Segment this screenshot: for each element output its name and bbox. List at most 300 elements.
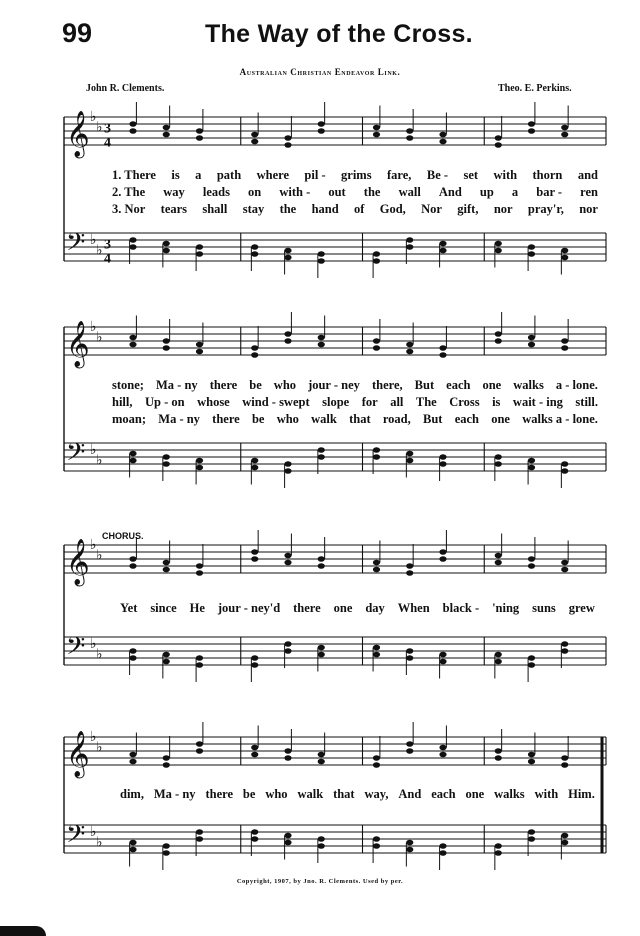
- lyric-syllable: road,: [382, 412, 411, 426]
- note-head: [406, 655, 413, 661]
- note-head: [561, 840, 568, 846]
- note-head: [129, 342, 136, 348]
- lyric-syllable: one: [333, 601, 353, 615]
- note-head: [196, 563, 203, 569]
- lyric-syllable: 2. The: [112, 185, 146, 199]
- note-head: [561, 468, 568, 474]
- note-head: [163, 567, 170, 573]
- lyric-syllable: that: [333, 787, 355, 801]
- note-head: [439, 241, 446, 247]
- time-signature-bottom: 4: [104, 135, 111, 151]
- lyric-syllable: pil -: [304, 168, 326, 182]
- note-head: [163, 241, 170, 247]
- note-head: [561, 641, 568, 647]
- lyric-syllable: black -: [442, 601, 480, 615]
- lyric-syllable: be: [242, 787, 256, 801]
- note-head: [561, 567, 568, 573]
- note-head: [251, 745, 258, 751]
- note-head: [284, 142, 291, 148]
- flat-icon: ♭: [90, 232, 97, 248]
- note-head: [439, 556, 446, 562]
- note-head: [251, 352, 258, 358]
- note-head: [528, 465, 535, 471]
- lyric-syllable: be: [251, 412, 265, 426]
- note-head: [284, 255, 291, 261]
- flat-icon: ♭: [90, 442, 97, 458]
- note-head: [373, 836, 380, 842]
- lyric-syllable: pray'r,: [527, 202, 564, 216]
- note-head: [406, 135, 413, 141]
- lyric-syllable: But: [423, 412, 443, 426]
- note-head: [196, 655, 203, 661]
- bass-clef-icon: 𝄢: [66, 438, 86, 473]
- note-head: [318, 556, 325, 562]
- flat-icon: ♭: [96, 452, 103, 469]
- lyric-syllable: there,: [371, 378, 403, 392]
- note-head: [129, 840, 136, 846]
- lyric-syllable: dim,: [120, 787, 144, 801]
- note-head: [561, 125, 568, 131]
- note-head: [284, 135, 291, 141]
- lyric-syllable: 'ning: [492, 601, 520, 615]
- lyric-syllable: wall: [398, 185, 421, 199]
- lyric-syllable: He: [189, 601, 205, 615]
- note-head: [196, 244, 203, 250]
- note-head: [196, 135, 203, 141]
- note-head: [406, 244, 413, 250]
- bass-clef-icon: 𝄢: [66, 820, 86, 855]
- lyric-syllable: leads: [202, 185, 230, 199]
- lyric-syllable: moan;: [112, 412, 147, 426]
- lyric-syllable: set: [463, 168, 479, 182]
- note-head: [406, 741, 413, 747]
- lyric-syllable: Ma - ny: [153, 787, 196, 801]
- lyric-syllable: fare,: [387, 168, 412, 182]
- flat-icon: ♭: [90, 636, 97, 652]
- note-head: [373, 755, 380, 761]
- note-head: [406, 349, 413, 355]
- note-head: [495, 461, 502, 467]
- note-head: [251, 655, 258, 661]
- time-signature-bottom: 4: [104, 251, 111, 267]
- note-head: [251, 829, 258, 835]
- note-head: [163, 338, 170, 344]
- note-head: [318, 563, 325, 569]
- note-head: [251, 465, 258, 471]
- note-head: [284, 560, 291, 566]
- lyric-syllable: there: [293, 601, 321, 615]
- lyric-syllable: wind - swept: [242, 395, 310, 409]
- note-head: [495, 331, 502, 337]
- lyric-syllable: who: [265, 787, 288, 801]
- note-head: [251, 458, 258, 464]
- composer-credit: Theo. E. Perkins.: [498, 83, 572, 94]
- lyric-syllable: stone;: [112, 378, 144, 392]
- note-head: [439, 345, 446, 351]
- note-head: [129, 752, 136, 758]
- note-head: [439, 352, 446, 358]
- note-head: [318, 121, 325, 127]
- note-head: [528, 244, 535, 250]
- treble-clef-icon: 𝄞: [66, 539, 90, 585]
- note-head: [251, 662, 258, 668]
- note-head: [129, 128, 136, 134]
- lyric-syllable: slope: [322, 395, 350, 409]
- note-head: [129, 556, 136, 562]
- lyric-syllable: tears: [160, 202, 188, 216]
- lyric-syllable: on: [248, 185, 262, 199]
- note-head: [373, 345, 380, 351]
- lyric-syllable: gift,: [457, 202, 479, 216]
- lyric-syllable: shall: [202, 202, 228, 216]
- note-head: [284, 755, 291, 761]
- note-head: [528, 662, 535, 668]
- note-head: [163, 125, 170, 131]
- lyric-syllable: with -: [279, 185, 311, 199]
- lyric-syllable: Ma - ny: [155, 378, 198, 392]
- note-head: [373, 251, 380, 257]
- note-head: [495, 241, 502, 247]
- flat-icon: ♭: [90, 824, 97, 840]
- note-head: [251, 345, 258, 351]
- lyric-syllable: way: [163, 185, 185, 199]
- lyric-syllable: God,: [379, 202, 406, 216]
- note-head: [528, 342, 535, 348]
- note-head: [318, 843, 325, 849]
- lyric-syllable: one: [465, 787, 485, 801]
- note-head: [163, 652, 170, 658]
- lyric-syllable: of: [354, 202, 365, 216]
- lyric-syllable: hand: [311, 202, 339, 216]
- lyric-syllable: each: [446, 378, 471, 392]
- note-head: [561, 248, 568, 254]
- note-head: [284, 331, 291, 337]
- note-head: [439, 752, 446, 758]
- note-head: [163, 762, 170, 768]
- note-head: [439, 132, 446, 138]
- note-head: [406, 451, 413, 457]
- note-head: [196, 342, 203, 348]
- lyric-syllable: and: [577, 168, 598, 182]
- note-head: [163, 850, 170, 856]
- note-head: [528, 829, 535, 835]
- lyric-syllable: the: [279, 202, 297, 216]
- lyric-syllable: whose: [197, 395, 230, 409]
- note-head: [495, 142, 502, 148]
- note-head: [129, 563, 136, 569]
- lyric-syllable: jour - ney'd: [217, 601, 281, 615]
- lyric-syllable: walks a - lone.: [522, 412, 598, 426]
- note-head: [129, 847, 136, 853]
- lyric-line: [112, 395, 598, 410]
- note-head: [163, 132, 170, 138]
- note-head: [528, 458, 535, 464]
- note-head: [251, 556, 258, 562]
- lyric-syllable: each: [454, 412, 479, 426]
- bass-clef-icon: 𝄢: [66, 228, 86, 263]
- lyric-line: [112, 202, 598, 217]
- note-head: [561, 255, 568, 261]
- flat-icon: ♭: [96, 739, 103, 756]
- note-head: [561, 560, 568, 566]
- note-head: [196, 748, 203, 754]
- flat-icon: ♭: [90, 729, 97, 745]
- note-head: [318, 752, 325, 758]
- note-head: [495, 553, 502, 559]
- lyric-syllable: a: [511, 185, 519, 199]
- note-head: [373, 843, 380, 849]
- note-head: [495, 659, 502, 665]
- note-head: [284, 338, 291, 344]
- lyric-syllable: walks: [494, 787, 525, 801]
- treble-clef-icon: 𝄞: [66, 731, 90, 777]
- lyric-syllable: grims: [341, 168, 372, 182]
- note-head: [495, 652, 502, 658]
- note-head: [528, 335, 535, 341]
- note-head: [163, 454, 170, 460]
- lyric-syllable: Him.: [568, 787, 595, 801]
- note-head: [251, 752, 258, 758]
- note-head: [495, 454, 502, 460]
- note-head: [373, 258, 380, 264]
- lyric-syllable: 1. There: [112, 168, 156, 182]
- note-head: [129, 244, 136, 250]
- note-head: [318, 652, 325, 658]
- lyric-line: [120, 601, 595, 616]
- note-head: [318, 836, 325, 842]
- note-head: [373, 762, 380, 768]
- note-head: [439, 745, 446, 751]
- note-head: [196, 662, 203, 668]
- lyric-syllable: with: [493, 168, 518, 182]
- note-head: [196, 349, 203, 355]
- note-head: [163, 461, 170, 467]
- note-head: [439, 659, 446, 665]
- lyric-syllable: is: [492, 395, 501, 409]
- note-head: [129, 458, 136, 464]
- note-head: [318, 335, 325, 341]
- lyric-syllable: nor: [579, 202, 598, 216]
- lyric-syllable: up: [479, 185, 494, 199]
- flat-icon: ♭: [96, 646, 103, 663]
- note-head: [284, 468, 291, 474]
- lyric-syllable: path: [216, 168, 242, 182]
- note-head: [439, 549, 446, 555]
- note-head: [495, 560, 502, 566]
- note-head: [196, 251, 203, 257]
- note-head: [163, 345, 170, 351]
- note-head: [284, 748, 291, 754]
- note-head: [163, 843, 170, 849]
- note-head: [251, 139, 258, 145]
- lyric-syllable: day: [365, 601, 385, 615]
- bass-clef-icon: 𝄢: [66, 632, 86, 667]
- note-head: [373, 652, 380, 658]
- lyric-syllable: thorn: [532, 168, 563, 182]
- note-head: [406, 563, 413, 569]
- note-head: [163, 248, 170, 254]
- note-head: [318, 454, 325, 460]
- copyright-notice: Copyright, 1907, by Jno. R. Clements. Used by per.: [236, 878, 404, 885]
- note-head: [284, 833, 291, 839]
- note-head: [373, 645, 380, 651]
- note-head: [439, 454, 446, 460]
- note-head: [528, 759, 535, 765]
- note-head: [528, 121, 535, 127]
- lyric-syllable: nor: [493, 202, 513, 216]
- lyric-syllable: there: [205, 787, 233, 801]
- note-head: [129, 451, 136, 457]
- lyric-syllable: The: [415, 395, 437, 409]
- note-head: [406, 237, 413, 243]
- lyric-syllable: that: [349, 412, 371, 426]
- note-head: [373, 454, 380, 460]
- note-head: [495, 755, 502, 761]
- lyric-syllable: suns: [532, 601, 556, 615]
- note-head: [129, 237, 136, 243]
- lyric-syllable: a: [195, 168, 202, 182]
- lyric-syllable: with: [534, 787, 559, 801]
- lyric-syllable: still.: [575, 395, 598, 409]
- note-head: [528, 128, 535, 134]
- note-head: [163, 659, 170, 665]
- note-head: [251, 836, 258, 842]
- note-head: [561, 345, 568, 351]
- note-head: [284, 641, 291, 647]
- note-head: [129, 335, 136, 341]
- note-head: [318, 258, 325, 264]
- lyric-syllable: Yet: [120, 601, 138, 615]
- note-head: [439, 850, 446, 856]
- note-head: [439, 248, 446, 254]
- hymn-title: The Way of the Cross.: [205, 20, 473, 48]
- note-head: [561, 762, 568, 768]
- note-head: [163, 560, 170, 566]
- note-head: [495, 850, 502, 856]
- note-head: [196, 458, 203, 464]
- note-head: [406, 458, 413, 464]
- note-head: [196, 128, 203, 134]
- lyric-line: [112, 412, 598, 427]
- lyric-syllable: And: [438, 185, 462, 199]
- lyric-syllable: grew: [568, 601, 595, 615]
- flat-icon: ♭: [96, 242, 103, 259]
- note-head: [528, 752, 535, 758]
- note-head: [129, 648, 136, 654]
- lyric-syllable: who: [276, 412, 299, 426]
- note-head: [528, 556, 535, 562]
- note-head: [163, 755, 170, 761]
- lyric-syllable: Up - on: [145, 395, 185, 409]
- page-edge-mark: [0, 926, 46, 936]
- note-head: [561, 461, 568, 467]
- note-head: [495, 338, 502, 344]
- note-head: [439, 652, 446, 658]
- lyric-syllable: Nor: [421, 202, 442, 216]
- time-signature-top: 3: [104, 121, 111, 137]
- note-head: [196, 829, 203, 835]
- note-head: [495, 135, 502, 141]
- lyric-syllable: stay: [242, 202, 265, 216]
- note-head: [251, 244, 258, 250]
- lyric-syllable: And: [398, 787, 422, 801]
- note-head: [318, 251, 325, 257]
- note-head: [129, 655, 136, 661]
- lyric-syllable: Cross: [449, 395, 480, 409]
- lyric-syllable: When: [397, 601, 430, 615]
- lyric-syllable: Ma - ny: [158, 412, 200, 426]
- note-head: [251, 549, 258, 555]
- note-head: [495, 748, 502, 754]
- note-head: [406, 570, 413, 576]
- lyric-syllable: be: [249, 378, 262, 392]
- lyric-syllable: out: [328, 185, 346, 199]
- lyric-syllable: walk: [311, 412, 337, 426]
- lyric-line: [112, 168, 598, 183]
- lyric-syllable: who: [273, 378, 297, 392]
- lyric-line: [112, 378, 598, 393]
- note-head: [495, 248, 502, 254]
- note-head: [284, 648, 291, 654]
- note-head: [561, 338, 568, 344]
- lyric-syllable: way,: [364, 787, 389, 801]
- note-head: [251, 251, 258, 257]
- note-head: [129, 759, 136, 765]
- note-head: [196, 570, 203, 576]
- note-head: [373, 338, 380, 344]
- lyric-syllable: each: [431, 787, 456, 801]
- flat-icon: ♭: [96, 547, 103, 564]
- flat-icon: ♭: [90, 537, 97, 553]
- lyric-syllable: ren: [580, 185, 598, 199]
- note-head: [406, 128, 413, 134]
- note-head: [373, 132, 380, 138]
- lyric-line: [112, 185, 598, 200]
- lyric-syllable: is: [171, 168, 180, 182]
- note-head: [196, 465, 203, 471]
- note-head: [495, 843, 502, 849]
- lyric-syllable: one: [491, 412, 510, 426]
- lyric-syllable: walks: [513, 378, 544, 392]
- note-head: [196, 836, 203, 842]
- lyric-syllable: there: [209, 378, 238, 392]
- flat-icon: ♭: [96, 329, 103, 346]
- hymn-number: 99: [62, 18, 93, 48]
- lyric-syllable: But: [414, 378, 435, 392]
- lyric-syllable: one: [482, 378, 502, 392]
- note-head: [318, 447, 325, 453]
- note-head: [284, 840, 291, 846]
- note-head: [406, 840, 413, 846]
- note-head: [561, 132, 568, 138]
- lyric-syllable: hill,: [112, 395, 133, 409]
- note-head: [373, 560, 380, 566]
- note-head: [439, 843, 446, 849]
- note-head: [528, 836, 535, 842]
- treble-clef-icon: 𝄞: [66, 321, 90, 367]
- note-head: [196, 741, 203, 747]
- note-head: [129, 121, 136, 127]
- note-head: [406, 342, 413, 348]
- flat-icon: ♭: [96, 834, 103, 851]
- note-head: [439, 461, 446, 467]
- lyric-syllable: there: [212, 412, 240, 426]
- note-head: [561, 833, 568, 839]
- lyric-syllable: since: [150, 601, 177, 615]
- lyric-syllable: the: [363, 185, 381, 199]
- lyric-syllable: jour - ney: [308, 378, 360, 392]
- lyric-syllable: Be -: [426, 168, 449, 182]
